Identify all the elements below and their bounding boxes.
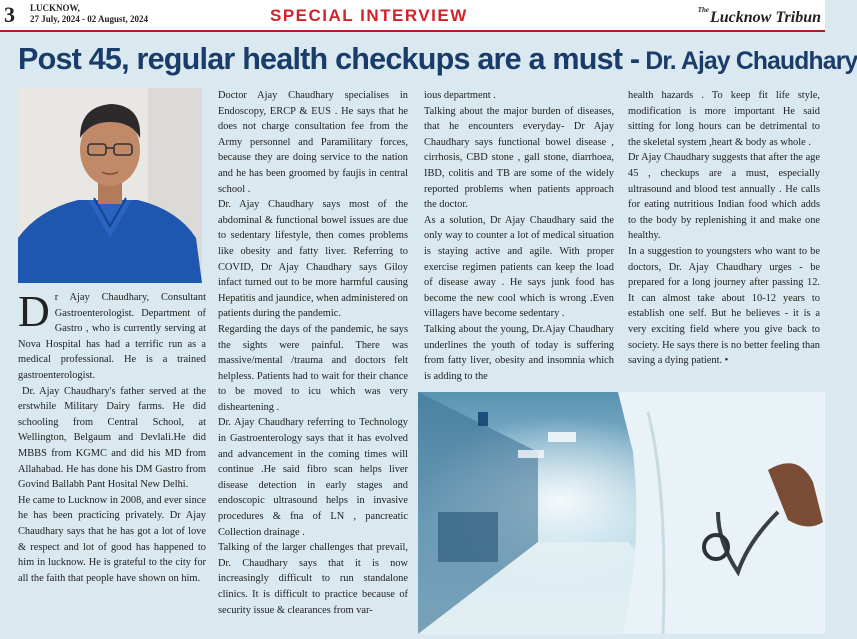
hospital-corridor-photo xyxy=(418,392,825,634)
newspaper-name-text: Lucknow Tribun xyxy=(710,9,821,26)
article-paragraph xyxy=(18,287,206,384)
article-paragraph: As a solution, Dr Ajay Chaudhary said the only way to counter a lot of medical situation is staying active and agile. With proper exercise regimen patients can keep the load of disease away . He says junk food has become the new cool which is wrong .Even villagers have become sedentary . xyxy=(424,214,614,320)
dateline xyxy=(30,3,148,25)
article-paragraph: ious department . xyxy=(424,90,496,101)
hospital-illustration xyxy=(418,392,825,634)
article-column-4 xyxy=(628,88,820,369)
dateline-dates: 27 July, 2024 - 02 August, 2024 xyxy=(30,14,149,24)
article-paragraph: health hazards . To keep fit life style, modification is more important He said sitting for long hours can be detrimental to the skeletal system ,heart & body as whole . xyxy=(628,90,820,148)
dateline-city: LUCKNOW, xyxy=(30,3,80,13)
article-paragraph: Talking about the young, Dr.Ajay Chaudhary underlines the youth of today is suffering from fatty liver, obesity and insomnia which is adding to the xyxy=(424,323,614,382)
doctor-photo xyxy=(18,88,202,283)
article-paragraph: Regarding the days of the pandemic, he says the sights were painful. There was massive/mental /trauma and doctors felt helpless. Patients had to wait for their chance to be moved to icu which was very disheartening . xyxy=(218,323,408,413)
article-paragraph: Dr. Ajay Chaudhary referring to Technology in Gastroenterology says that it has evolved and advancement in the coming times will continue .He said fibro scan helps liver disease detection in early stages and endoscopic ultrasound helps in invasive procedures & fna of LN , pancreatic Collection drainage . xyxy=(218,417,408,538)
article-paragraph: Dr. Ajay Chaudhary says most of the abdominal & functional bowel issues are due to sedentary lifestyle, then comes problems like obesity and fatty liver. Referring to COVID, Dr Ajay Chaudhary says Giloy infact turned out to be more harmful causing Hepatitis and jaundice, when administered on patients during the pandemic. xyxy=(218,199,408,320)
article-paragraph: Talking of the larger challenges that prevail, Dr. Chaudhary says that it is now increasingly difficult to run standalone clinics. It is difficult to practice because of security issue & clearances from var- xyxy=(218,542,408,616)
section-title: SPECIAL INTERVIEW xyxy=(270,6,468,25)
article-column-2 xyxy=(218,88,408,618)
masthead-bar xyxy=(0,0,825,32)
page-number: 3 xyxy=(4,2,15,27)
article-column-1 xyxy=(18,287,206,586)
doctor-portrait-illustration xyxy=(18,88,202,283)
newspaper-name-prefix: The xyxy=(697,6,709,14)
article-paragraph: Talking about the major burden of diseases, that he encounters everyday- Dr Ajay Chaudhary says functional bowel disease , cirrhosis, CBD stone , gall stone, diarrhoea, IBD, colitis and TB are some of the widely reported problems when patients approach the doctor. xyxy=(424,105,614,211)
article-paragraph: He came to Lucknow in 2008, and ever since he has been practicing privately. Dr Ajay Chaudhary says that he has got a lot of love & respect and lot of good has happened to him in lucknow. He is grateful to the city for all the faith that people have shown on him. xyxy=(18,494,206,584)
article-paragraph: Dr. Ajay Chaudhary's father served at the erstwhile Military Dairy farms. He did schooling from Central School, at Wellington, Belgaum and Devlali.He did MBBS from KGMC and did his MD from Allahabad. He has done his DM Gastro from Govind Ballabh Pant Hosital New Delhi. xyxy=(18,385,206,491)
article-column-3 xyxy=(424,88,614,384)
article-paragraph: Dr Ajay Chaudhary suggests that after the age 45 , checkups are a must, especially ultrasound and blood test annually . He calls for eating nutritious Indian food which adds to the body by replenishing it and make one healthy. xyxy=(628,152,820,242)
headline xyxy=(18,41,857,77)
newspaper-name xyxy=(698,6,821,27)
article-paragraph: In a suggestion to youngsters who want to be doctors, Dr. Ajay Chaudhary urges - be prepared for a long journey after passing 12. It can almost take about 10-12 years to establish one self. But he believes - it is a very exciting field where you give back to society. He says there is no better feeling than saving a dying patient. • xyxy=(628,245,820,367)
headline-main: Post 45, regular health checkups are a must - xyxy=(18,41,640,76)
article-paragraph: Doctor Ajay Chaudhary specialises in Endoscopy, ERCP & EUS . He says that he does not charge consultation fee from the Army personnel and Paramilitary forces, because they are doing service to the nation and he has been groomed by faujis in central school . xyxy=(218,90,408,195)
drop-cap: D xyxy=(18,287,50,336)
headline-byline: Dr. Ajay Chaudhary xyxy=(639,47,857,75)
paragraph-text: r Ajay Chaudhary, Consultant Gastroenterologist. Department of Gastro , who is currently serving at Nova Hospital has had a terrific run as a medical professional. He is a trained gastroenterologist. xyxy=(18,292,206,381)
